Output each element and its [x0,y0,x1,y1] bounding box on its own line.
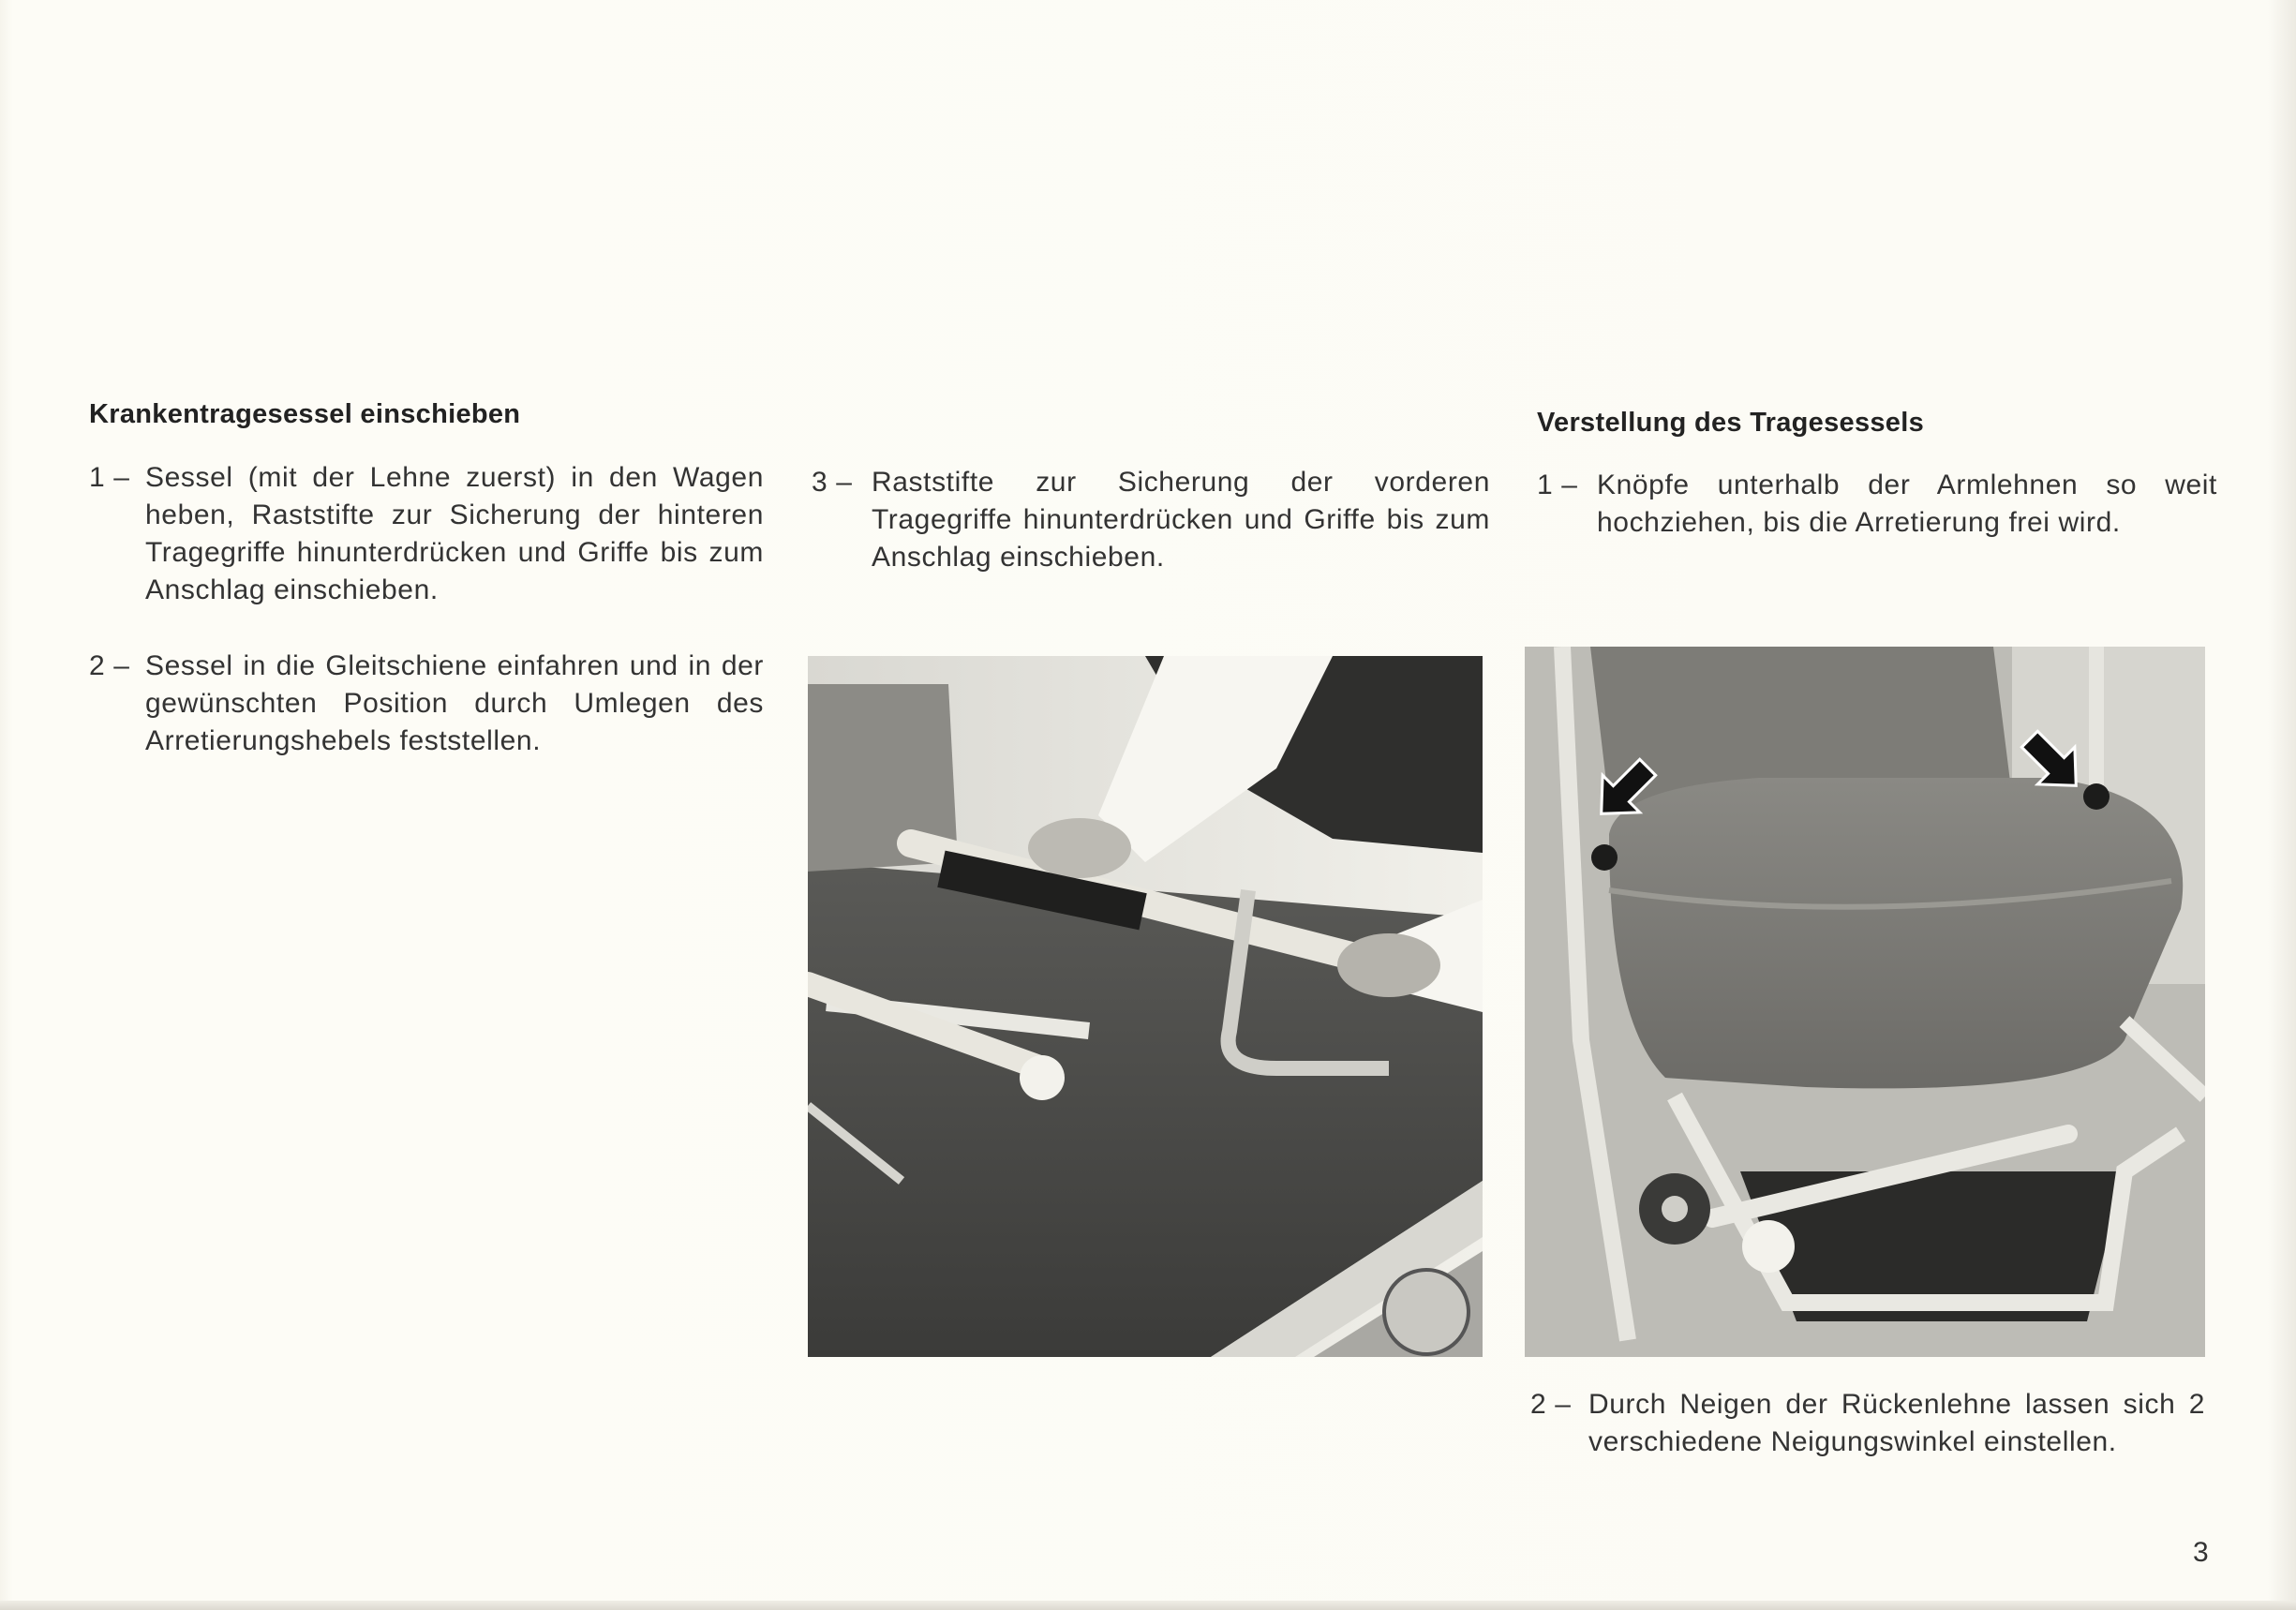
instruction-item-3 [812,464,1490,576]
instruction-number: 1 – [1537,470,1578,500]
instruction-text: Sessel (mit der Lehne zuerst) in den Wagen heben, Raststifte zur Sicherung der hinteren Tragegriffe hinunterdrücken und Griffe bis zum Anschlag einschieben. [145,462,764,605]
photo-chair-handles [808,656,1483,1357]
instruction-number: 2 – [89,650,130,681]
instruction-item-2 [89,648,764,760]
adjustment-item-2 [1530,1386,2205,1461]
instruction-item-1 [89,459,764,609]
instruction-number: 2 – [1530,1389,1572,1420]
section-heading-verstellung: Verstellung des Tragesessels [1537,408,1925,438]
instruction-text: Raststifte zur Sicherung der vorderen Tragegriffe hinunterdrücken und Griffe bis zum Anschlag einschieben. [872,467,1490,573]
section-heading-einschieben: Krankentragesessel einschieben [89,399,521,429]
instruction-number: 1 – [89,462,130,493]
adjustment-item-1 [1537,467,2217,542]
instruction-text: Knöpfe unterhalb der Armlehnen so weit hochziehen, bis die Arretierung frei wird. [1597,470,2217,538]
photo-chair-knobs [1525,647,2205,1357]
page-edge [0,1601,2296,1610]
instruction-text: Durch Neigen der Rückenlehne lassen sich 2 verschiedene Neigungswinkel einstellen. [1588,1389,2205,1457]
page-number: 3 [2193,1537,2209,1568]
instruction-number: 3 – [812,467,853,498]
instruction-text: Sessel in die Gleitschiene einfahren und in der gewünschten Position durch Umlegen des Arretierungshebels feststellen. [145,650,764,756]
